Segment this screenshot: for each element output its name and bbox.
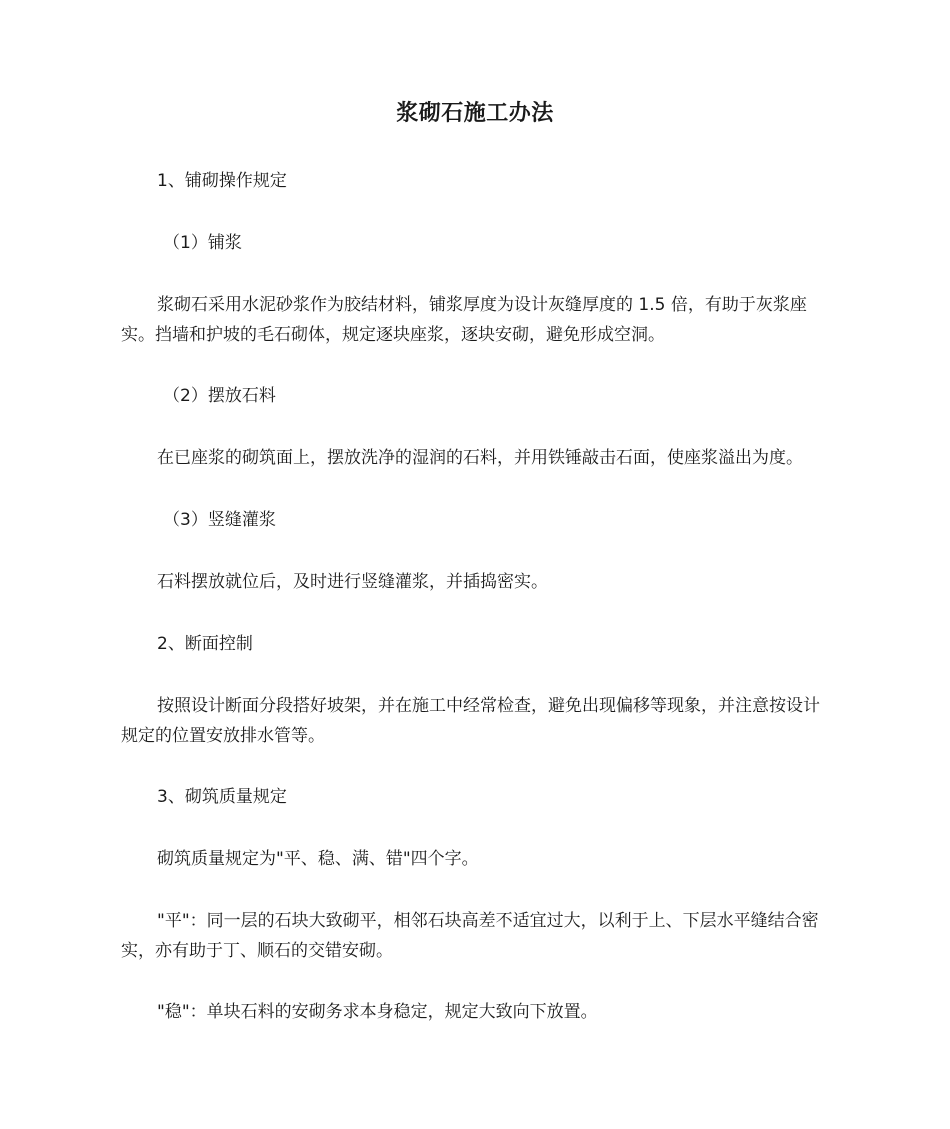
body-paragraph: 浆砌石采用水泥砂浆作为胶结材料，铺浆厚度为设计灰缝厚度的 1.5 倍，有助于灰浆座实。挡墙和护坡的毛石砌体，规定逐块座浆，逐块安砌，避免形成空洞。 — [121, 295, 807, 345]
document-title: 浆砌石施工办法 — [396, 101, 554, 126]
body-paragraph: 砌筑质量规定为"平、稳、满、错"四个字。 — [157, 849, 479, 869]
subsection-heading-2: （2）摆放石料 — [163, 386, 276, 406]
body-paragraph: 在已座浆的砌筑面上，摆放洗净的湿润的石料，并用铁锤敲击石面，使座浆溢出为度。 — [157, 448, 803, 468]
body-paragraph: 按照设计断面分段搭好坡架，并在施工中经常检查，避免出现偏移等现象，并注意按设计规定的位置安放排水管等。 — [121, 696, 820, 746]
section-heading-3: 3、砌筑质量规定 — [157, 787, 287, 807]
subsection-heading-3: （3）竖缝灌浆 — [163, 510, 276, 530]
section-heading-1: 1、铺砌操作规定 — [157, 171, 287, 191]
body-paragraph: 石料摆放就位后，及时进行竖缝灌浆，并插捣密实。 — [157, 572, 548, 592]
subsection-heading-1: （1）铺浆 — [163, 233, 242, 253]
section-heading-2: 2、断面控制 — [157, 634, 253, 654]
body-paragraph: "平"：同一层的石块大致砌平，相邻石块高差不适宜过大，以利于上、下层水平缝结合密实，亦有助于丁、顺石的交错安砌。 — [121, 911, 819, 961]
body-paragraph: "稳"：单块石料的安砌务求本身稳定，规定大致向下放置。 — [157, 1002, 598, 1022]
